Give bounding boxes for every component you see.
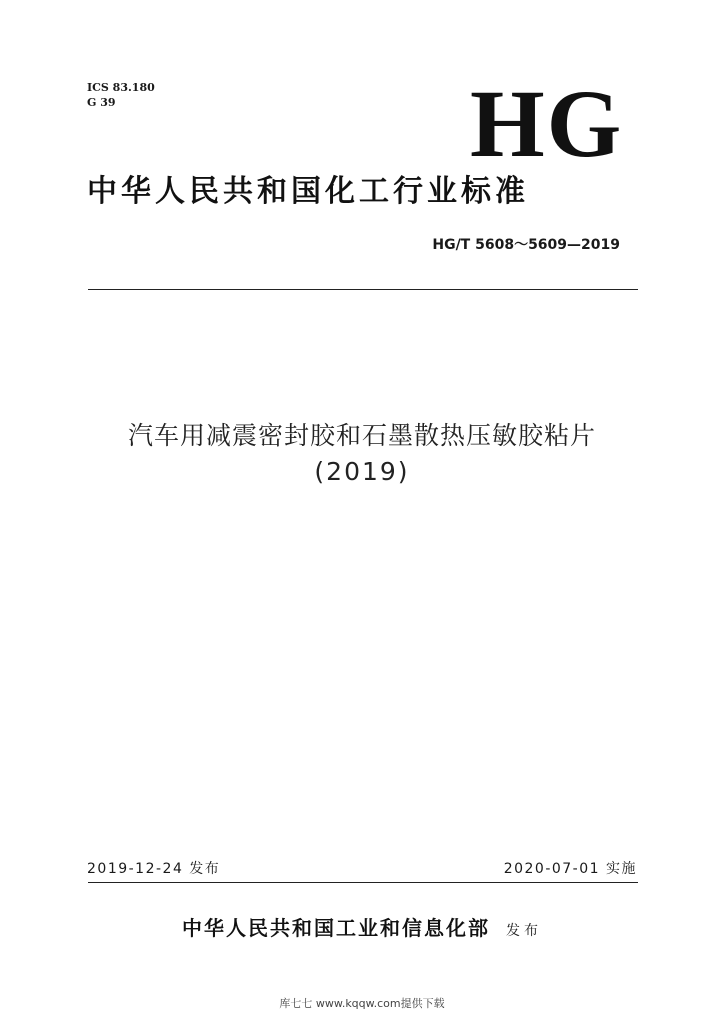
standard-code: HG/T 5608～5609—2019: [432, 237, 620, 253]
document-title: 汽车用减震密封胶和石墨散热压敏胶粘片: [127, 421, 596, 450]
standard-name: 中华人民共和国化工行业标准: [87, 174, 529, 209]
classification-codes: [87, 80, 155, 110]
ics-code: ICS 83.180: [87, 81, 155, 94]
ccs-code: G 39: [87, 96, 116, 109]
implementation-date: 2020-07-01 实施: [503, 861, 637, 877]
bottom-divider: [88, 882, 638, 883]
download-footer: 库七七 www.kqqw.com提供下载: [279, 997, 445, 1010]
publisher-line: [0, 912, 724, 941]
issue-date: 2019-12-24 发布: [87, 861, 221, 877]
document-year: (2019): [314, 457, 410, 486]
publisher-action: 发布: [506, 923, 542, 939]
hg-logo: HG: [470, 70, 624, 177]
top-divider: [88, 289, 638, 290]
publisher-name: 中华人民共和国工业和信息化部: [182, 916, 490, 940]
